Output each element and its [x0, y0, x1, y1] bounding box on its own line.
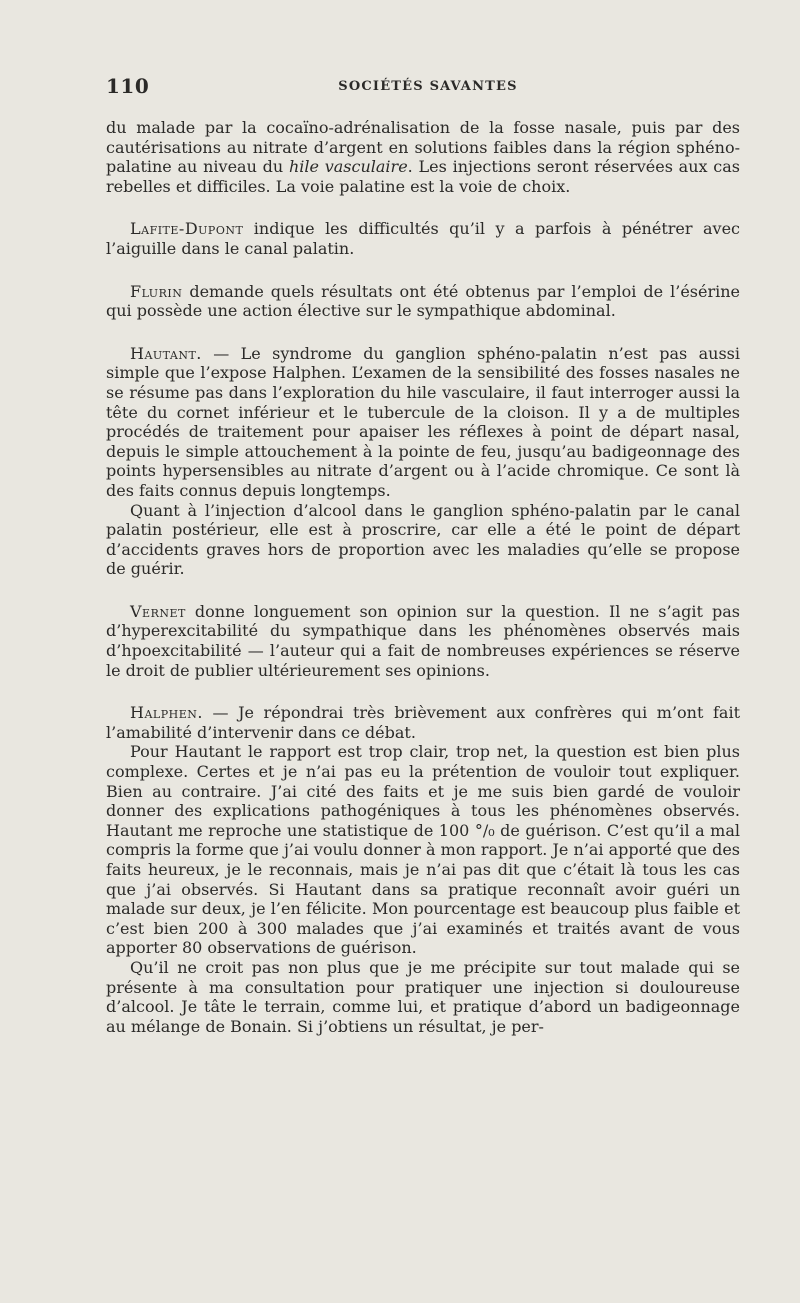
page-body: [106, 118, 740, 1036]
running-head: SOCIÉTÉS SAVANTES: [338, 79, 518, 94]
paragraph-text: . Les injections seront réservées aux cas rebelles et difficiles. La voie palatine est la voie de choix.: [106, 157, 741, 196]
paragraph-text: donne longuement son opinion sur la question. Il ne s’agit pas d’hyperexcitabilité du sympathique dans les phénomènes observés mais d’hpoexcitabilité — l’auteur qui a fait de nombreuses expériences se réserve le droit de publier ultérieurement ses opinions.: [106, 601, 740, 680]
paragraph-text: — Je répondrai très brièvement aux confrères qui m’ont fait l’amabilité d’intervenir dans ce débat.: [106, 703, 740, 742]
paragraph-vernet: [106, 602, 740, 680]
paragraph-text: indique les difficultés qu’il y a parfois à pénétrer avec l’aiguille dans le canal palatin.: [106, 219, 740, 258]
speaker-name: Flurin: [130, 281, 183, 301]
emphasis-text: hile vasculaire: [288, 157, 408, 177]
paragraph-text: — Le syndrome du ganglion sphéno-palatin n’est pas aussi simple que l’expose Halphen. L’examen de la sensibilité des fosses nasales ne se résume pas dans l’exploration du hile vasculaire, il faut interroger aussi la tête du cornet inférieur et le tubercule de la cloison. Il y a de multiples procédés de traitement pour apaiser les réflexes à point de départ nasal, depuis le simple attouchement à la pointe de feu, jusqu’au badigeonnage des points hypersensibles au nitrate d’argent ou à l’acide chromique. Ce sont là des faits connus depuis longtemps.: [106, 343, 740, 500]
speaker-name: Vernet: [130, 601, 186, 621]
paragraph-halphen-continued-1: Pour Hautant le rapport est trop clair, trop net, la question est bien plus complexe. Certes et je n’ai pas eu la prétention de vouloir tout expliquer. Bien au contraire. J’ai cité des faits et je me suis bien gardé de vouloir donner des explications pathogéniques à tous les phénomènes observés. Hautant me reproche une statistique de 100 °/₀ de guérison. C’est qu’il a mal compris la forme que j’ai voulu donner à mon rapport. Je n’ai apporté que des faits heureux, je le reconnais, mais je n’ai pas dit que c’était là tous les cas que j’ai observés. Si Hautant dans sa pratique reconnaît avoir guéri un malade sur deux, je l’en félicite. Mon pourcentage est beaucoup plus faible et c’est bien 200 à 300 malades que j’ai examinés et traités avant de vous apporter 80 observations de guérison.: [106, 742, 740, 958]
paragraph-hautant: [106, 344, 740, 501]
paragraph-hautant-continued: Quant à l’injection d’alcool dans le ganglion sphéno-palatin par le canal palatin postérieur, elle est à proscrire, car elle a été le point de départ d’accidents graves hors de proportion avec les maladies qu’elle se propose de guérir.: [106, 500, 740, 579]
speaker-name: Halphen.: [130, 703, 203, 723]
paragraph-text: demande quels résultats ont été obtenus par l’emploi de l’ésérine qui possède une action élective sur le sympathique abdominal.: [106, 281, 740, 321]
paragraph-flurin: [106, 282, 740, 321]
speaker-name: Hautant.: [130, 343, 202, 363]
paragraph-halphen-continued-2: Qu’il ne croit pas non plus que je me précipite sur tout malade qui se présente à ma consultation pour pratiquer une injection si douloureuse d’alcool. Je tâte le terrain, comme lui, et pratique d’abord un badigeonnage au mélange de Bonain. Si j’obtiens un résultat, je per-: [106, 957, 740, 1036]
page-header: [106, 74, 740, 100]
speaker-name: Lafite-Dupont: [130, 219, 244, 239]
paragraph-halphen: [106, 703, 740, 742]
paragraph-lafite-dupont: [106, 219, 740, 258]
paragraph-intro: [106, 118, 740, 196]
page-number: 110: [106, 74, 150, 98]
paragraph-text: du malade par la cocaïno-adrénalisation de la fosse nasale, puis par des cautérisations au nitrate d’argent en solutions faibles dans la région sphéno-palatine au niveau du: [106, 118, 740, 177]
